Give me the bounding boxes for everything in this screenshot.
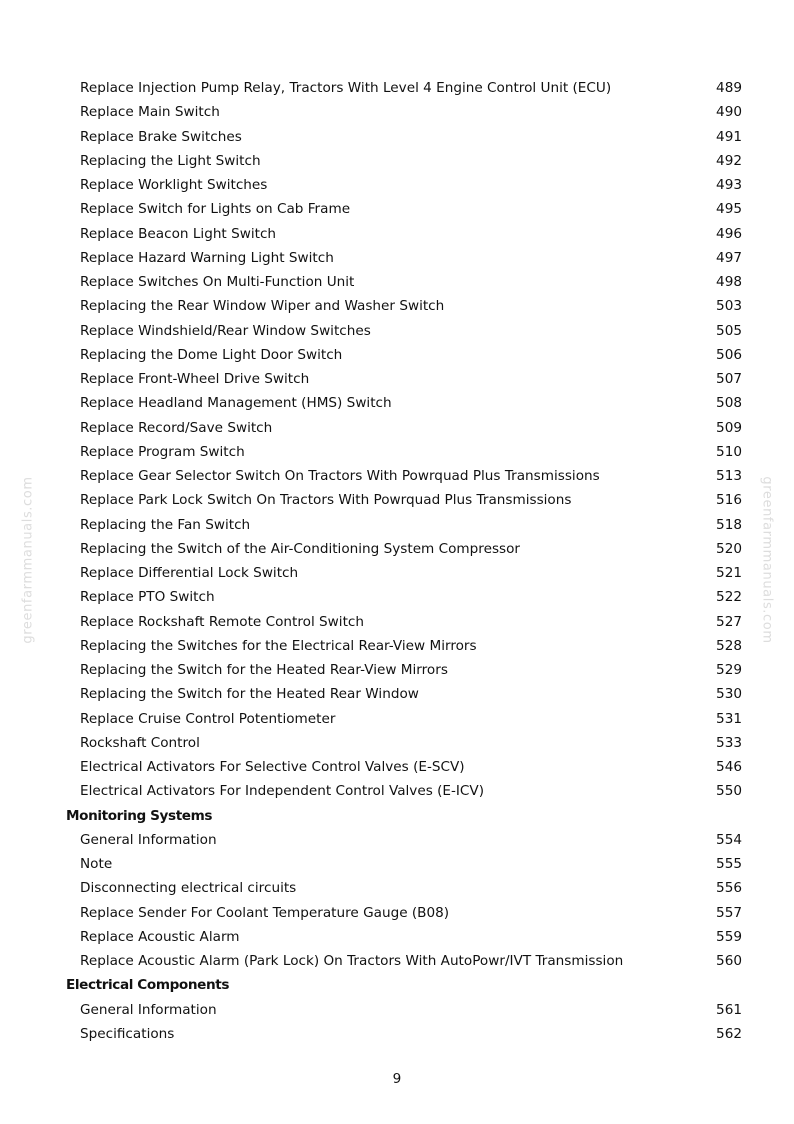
toc-entry[interactable] xyxy=(0,197,794,221)
toc-entry-page: 546 xyxy=(716,759,742,775)
toc-entry-page: 531 xyxy=(716,710,742,727)
toc-entry-page: 495 xyxy=(716,201,742,218)
toc-entry-title: Replace PTO Switch xyxy=(80,589,215,606)
toc-entry[interactable] xyxy=(0,319,794,343)
toc-entry-title: Rockshaft Control xyxy=(80,734,200,751)
toc-entry-title: Replacing the Switch for the Heated Rear-View Mirrors xyxy=(80,662,448,678)
toc-entry-page: 513 xyxy=(716,468,742,484)
toc-entry-page: 561 xyxy=(716,1001,742,1018)
toc-entry[interactable] xyxy=(0,585,794,609)
table-of-contents xyxy=(0,76,794,1046)
toc-entry[interactable] xyxy=(0,246,794,270)
toc-entry-title: Replace Sender For Coolant Temperature Gauge (B08) xyxy=(80,904,450,921)
toc-section-title: Electrical Components xyxy=(66,977,230,994)
toc-entry[interactable] xyxy=(0,876,794,900)
toc-entry[interactable] xyxy=(0,173,794,197)
toc-entry[interactable] xyxy=(0,440,794,464)
toc-entry-title: Replace Front-Wheel Drive Switch xyxy=(80,371,310,387)
toc-entry-title: General Information xyxy=(80,831,217,848)
toc-entry-title: Replace Rockshaft Remote Control Switch xyxy=(80,613,364,630)
toc-entry-page: 555 xyxy=(716,856,742,872)
toc-entry-title: Replace Acoustic Alarm xyxy=(80,928,240,945)
toc-entry-title: Replace Switch for Lights on Cab Frame xyxy=(80,201,351,218)
watermark-right: greenfarmmanuals.com xyxy=(759,476,775,644)
toc-entry-title: Replacing the Dome Light Door Switch xyxy=(80,346,343,363)
toc-entry-page: 509 xyxy=(716,419,742,436)
toc-entry-title: Electrical Activators For Selective Control Valves (E-SCV) xyxy=(80,759,465,775)
toc-entry-title: Replace Record/Save Switch xyxy=(80,419,273,436)
toc-entry[interactable] xyxy=(0,634,794,658)
toc-entry[interactable] xyxy=(0,901,794,925)
toc-entry-title: Disconnecting electrical circuits xyxy=(80,880,297,897)
toc-entry-page: 559 xyxy=(716,928,742,945)
toc-entry[interactable] xyxy=(0,755,794,779)
toc-entry-title: Replacing the Switch for the Heated Rear Window xyxy=(80,686,419,703)
toc-entry-title: Replacing the Fan Switch xyxy=(80,516,251,533)
toc-entry-page: 533 xyxy=(716,734,742,751)
toc-entry-page: 505 xyxy=(716,322,742,339)
toc-entry[interactable] xyxy=(0,222,794,246)
toc-entry-title: Replace Worklight Switches xyxy=(80,177,268,193)
toc-entry-title: Note xyxy=(80,856,113,872)
toc-entry[interactable] xyxy=(0,852,794,876)
toc-entry-title: General Information xyxy=(80,1001,217,1018)
toc-entry-page: 491 xyxy=(716,128,742,145)
toc-entry[interactable] xyxy=(0,561,794,585)
toc-entry-page: 522 xyxy=(716,589,742,606)
toc-entry-page: 518 xyxy=(716,516,742,533)
toc-entry-page: 556 xyxy=(716,880,742,897)
toc-entry-page: 503 xyxy=(716,298,742,315)
toc-entry-title: Replace Switches On Multi-Function Unit xyxy=(80,274,355,290)
toc-entry[interactable] xyxy=(0,464,794,488)
toc-entry[interactable] xyxy=(0,779,794,803)
toc-entry-page: 510 xyxy=(716,443,742,460)
toc-entry-title: Replacing the Rear Window Wiper and Washer Switch xyxy=(80,298,445,315)
toc-entry[interactable] xyxy=(0,682,794,706)
toc-entry-page: 520 xyxy=(716,540,742,557)
toc-entry[interactable] xyxy=(0,537,794,561)
toc-entry[interactable] xyxy=(0,925,794,949)
toc-entry-title: Replacing the Light Switch xyxy=(80,152,261,169)
toc-entry[interactable] xyxy=(0,149,794,173)
toc-entry-page: 529 xyxy=(716,662,742,678)
page-number: 9 xyxy=(392,1071,402,1087)
toc-entry[interactable] xyxy=(0,294,794,318)
toc-entry-title: Replacing the Switches for the Electrical Rear-View Mirrors xyxy=(80,637,477,654)
toc-entry-page: 497 xyxy=(716,249,742,266)
toc-entry[interactable] xyxy=(0,949,794,973)
toc-entry-page: 493 xyxy=(716,177,742,193)
watermark-left: greenfarmmanuals.com xyxy=(20,476,36,644)
toc-entry-page: 498 xyxy=(716,274,742,290)
toc-entry-page: 560 xyxy=(716,953,742,969)
toc-entry-title: Replace Gear Selector Switch On Tractors With Powrquad Plus Transmissions xyxy=(80,468,600,484)
toc-entry-title: Replace Main Switch xyxy=(80,104,220,121)
toc-entry-page: 557 xyxy=(716,904,742,921)
toc-entry-page: 508 xyxy=(716,395,742,412)
toc-entry[interactable] xyxy=(0,658,794,682)
toc-entry-title: Replacing the Switch of the Air-Conditioning System Compressor xyxy=(80,540,521,557)
toc-entry-page: 507 xyxy=(716,371,742,387)
toc-entry-title: Replace Beacon Light Switch xyxy=(80,225,277,242)
toc-entry-title: Replace Acoustic Alarm (Park Lock) On Tractors With AutoPowr/IVT Transmission xyxy=(80,953,624,969)
toc-entry[interactable] xyxy=(0,100,794,124)
toc-entry[interactable] xyxy=(0,610,794,634)
toc-entry-page: 490 xyxy=(716,104,742,121)
toc-entry[interactable] xyxy=(0,998,794,1022)
toc-entry-page: 521 xyxy=(716,565,742,581)
toc-entry-title: Electrical Activators For Independent Control Valves (E-ICV) xyxy=(80,783,485,800)
toc-entry[interactable] xyxy=(0,416,794,440)
toc-entry[interactable] xyxy=(0,1022,794,1046)
toc-entry-page: 554 xyxy=(716,831,742,848)
toc-entry-page: 562 xyxy=(716,1025,742,1042)
toc-section-heading[interactable] xyxy=(0,804,794,828)
toc-entry-title: Replace Headland Management (HMS) Switch xyxy=(80,395,392,412)
toc-entry[interactable] xyxy=(0,343,794,367)
toc-entry-page: 492 xyxy=(716,152,742,169)
toc-entry[interactable] xyxy=(0,513,794,537)
toc-entry-page: 550 xyxy=(716,783,742,800)
toc-entry[interactable] xyxy=(0,828,794,852)
toc-section-heading[interactable] xyxy=(0,973,794,997)
toc-entry[interactable] xyxy=(0,76,794,100)
toc-entry-title: Replace Brake Switches xyxy=(80,128,242,145)
toc-entry-page: 489 xyxy=(716,80,742,96)
toc-entry[interactable] xyxy=(0,270,794,294)
toc-entry[interactable] xyxy=(0,125,794,149)
toc-entry-page: 506 xyxy=(716,346,742,363)
toc-entry-page: 527 xyxy=(716,613,742,630)
toc-entry[interactable] xyxy=(0,707,794,731)
toc-entry-title: Replace Differential Lock Switch xyxy=(80,565,299,581)
toc-entry-title: Specifications xyxy=(80,1025,175,1042)
toc-entry-title: Replace Park Lock Switch On Tractors With Powrquad Plus Transmissions xyxy=(80,492,572,509)
toc-entry-title: Replace Hazard Warning Light Switch xyxy=(80,249,334,266)
toc-entry-title: Replace Program Switch xyxy=(80,443,245,460)
toc-entry-page: 516 xyxy=(716,492,742,509)
toc-entry-title: Replace Injection Pump Relay, Tractors With Level 4 Engine Control Unit (ECU) xyxy=(80,80,612,96)
toc-entry[interactable] xyxy=(0,731,794,755)
toc-section-title: Monitoring Systems xyxy=(66,807,213,824)
toc-entry-title: Replace Windshield/Rear Window Switches xyxy=(80,322,371,339)
toc-entry-page: 530 xyxy=(716,686,742,703)
toc-entry[interactable] xyxy=(0,488,794,512)
toc-entry[interactable] xyxy=(0,367,794,391)
toc-entry-page: 496 xyxy=(716,225,742,242)
toc-entry-title: Replace Cruise Control Potentiometer xyxy=(80,710,336,727)
toc-entry[interactable] xyxy=(0,391,794,415)
toc-entry-page: 528 xyxy=(716,637,742,654)
